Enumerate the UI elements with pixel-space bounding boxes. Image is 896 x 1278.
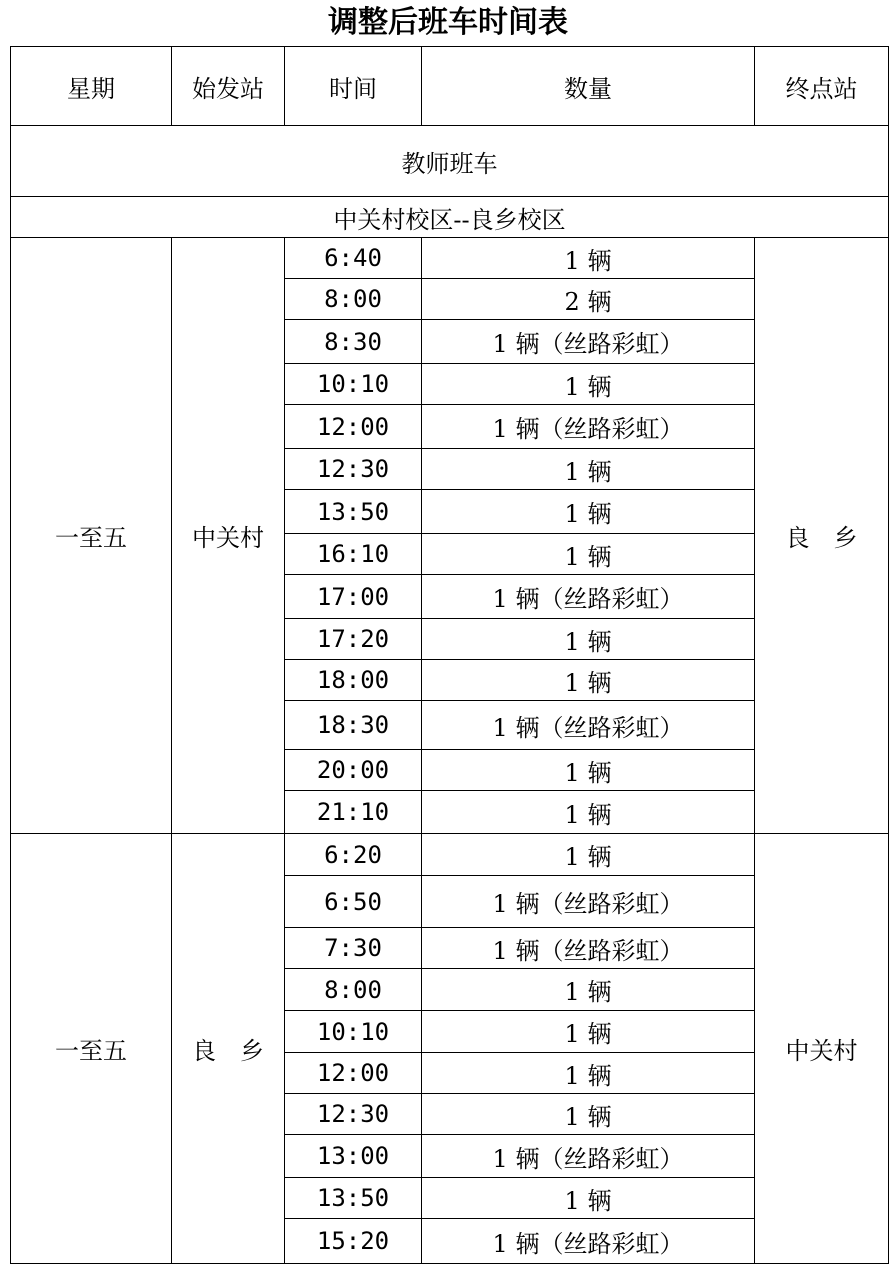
section-title: 教师班车 <box>11 126 889 197</box>
time-cell: 10:10 <box>285 364 422 405</box>
header-time: 时间 <box>285 47 422 126</box>
count-cell: 1 辆（丝路彩虹） <box>422 1135 755 1178</box>
count-cell: 1 辆（丝路彩虹） <box>422 575 755 619</box>
count-cell: 1 辆 <box>422 1053 755 1094</box>
time-cell: 20:00 <box>285 750 422 791</box>
count-cell: 1 辆（丝路彩虹） <box>422 320 755 364</box>
route-row <box>11 197 889 238</box>
time-cell: 16:10 <box>285 534 422 575</box>
time-cell: 13:00 <box>285 1135 422 1178</box>
table-row <box>11 834 889 876</box>
schedule-table <box>10 46 889 1264</box>
schedule-body <box>11 126 889 1264</box>
time-cell: 12:00 <box>285 405 422 449</box>
count-cell: 1 辆 <box>422 969 755 1011</box>
time-cell: 8:00 <box>285 279 422 320</box>
time-cell: 6:20 <box>285 834 422 876</box>
time-cell: 7:30 <box>285 928 422 969</box>
count-cell: 2 辆 <box>422 279 755 320</box>
time-cell: 8:30 <box>285 320 422 364</box>
time-cell: 12:30 <box>285 1094 422 1135</box>
count-cell: 1 辆 <box>422 750 755 791</box>
time-cell: 13:50 <box>285 1178 422 1219</box>
count-cell: 1 辆 <box>422 238 755 279</box>
count-cell: 1 辆 <box>422 619 755 660</box>
section-row <box>11 126 889 197</box>
weekday-cell: 一至五 <box>11 834 172 1264</box>
origin-cell: 良 乡 <box>172 834 285 1264</box>
count-cell: 1 辆 <box>422 791 755 834</box>
time-cell: 8:00 <box>285 969 422 1011</box>
count-cell: 1 辆（丝路彩虹） <box>422 928 755 969</box>
time-cell: 18:30 <box>285 701 422 750</box>
count-cell: 1 辆 <box>422 834 755 876</box>
time-cell: 18:00 <box>285 660 422 701</box>
count-cell: 1 辆 <box>422 534 755 575</box>
time-cell: 21:10 <box>285 791 422 834</box>
count-cell: 1 辆 <box>422 1011 755 1053</box>
count-cell: 1 辆 <box>422 364 755 405</box>
count-cell: 1 辆（丝路彩虹） <box>422 876 755 928</box>
count-cell: 1 辆 <box>422 1094 755 1135</box>
time-cell: 6:50 <box>285 876 422 928</box>
route-label: 中关村校区--良乡校区 <box>11 197 889 238</box>
origin-cell: 中关村 <box>172 238 285 834</box>
header-row <box>11 47 889 126</box>
count-cell: 1 辆 <box>422 1178 755 1219</box>
time-cell: 6:40 <box>285 238 422 279</box>
destination-cell: 良 乡 <box>755 238 889 834</box>
header-origin: 始发站 <box>172 47 285 126</box>
destination-cell: 中关村 <box>755 834 889 1264</box>
time-cell: 12:00 <box>285 1053 422 1094</box>
table-row <box>11 238 889 279</box>
time-cell: 17:00 <box>285 575 422 619</box>
time-cell: 12:30 <box>285 449 422 490</box>
count-cell: 1 辆（丝路彩虹） <box>422 1219 755 1264</box>
count-cell: 1 辆 <box>422 449 755 490</box>
header-count: 数量 <box>422 47 755 126</box>
page-title: 调整后班车时间表 <box>328 5 568 40</box>
time-cell: 17:20 <box>285 619 422 660</box>
time-cell: 13:50 <box>285 490 422 534</box>
header-destination: 终点站 <box>755 47 889 126</box>
count-cell: 1 辆（丝路彩虹） <box>422 701 755 750</box>
weekday-cell: 一至五 <box>11 238 172 834</box>
time-cell: 15:20 <box>285 1219 422 1264</box>
time-cell: 10:10 <box>285 1011 422 1053</box>
header-weekday: 星期 <box>11 47 172 126</box>
count-cell: 1 辆 <box>422 660 755 701</box>
count-cell: 1 辆 <box>422 490 755 534</box>
count-cell: 1 辆（丝路彩虹） <box>422 405 755 449</box>
